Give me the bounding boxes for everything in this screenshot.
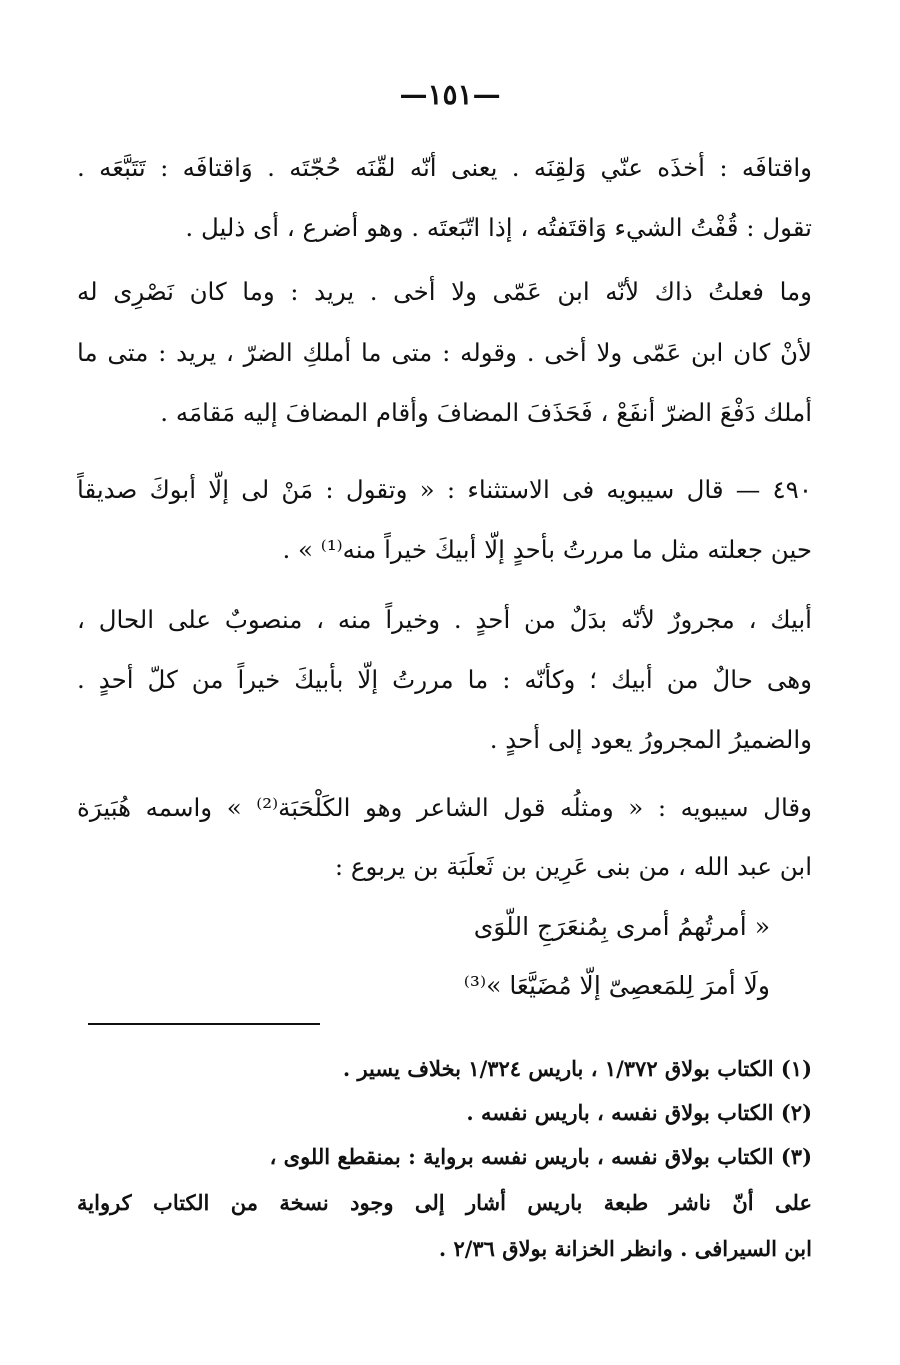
footnote-continuation: ابن السيرافى . وانظر الخزانة بولاق ٢/٣٦ . xyxy=(438,1236,812,1261)
footnote: (٣) الكتاب بولاق نفسه ، باريس نفسه برواية : بمنقطع اللوى ، xyxy=(269,1144,812,1169)
body-line: واقتافَه : أخذَه عنّي وَلقِنَه . يعنى أنّه لقّنَه حُجّتَه . وَاقتافَه : تَتَبَّعَه . xyxy=(77,153,812,182)
body-line: ابن عبد الله ، من بنى عَرِين بن ثَعلَبَة بن يربوع : xyxy=(334,852,812,881)
footnote: (٢) الكتاب بولاق نفسه ، باريس نفسه . xyxy=(466,1100,812,1125)
verse-line: « أمرتُهمُ أمرى بِمُنعَرَجِ اللّوَى xyxy=(473,912,770,941)
body-line: حين جعلته مثل ما مررتُ بأحدٍ إلّا أبيكَ خيراً منه⁽¹⁾ » . xyxy=(282,535,812,564)
body-line: تقول : قُفْتُ الشيء وَاقتَفتُه ، إذا اتّبَعتَه . وهو أضرع ، أى ذليل . xyxy=(185,213,812,242)
body-line: وما فعلتُ ذاك لأنّه ابن عَمّى ولا أخى . يريد : وما كان نَصْرِى له xyxy=(77,277,812,306)
body-line: لأنْ كان ابن عَمّى ولا أخى . وقوله : متى ما أملكِ الضرّ ، يريد : متى ما xyxy=(77,338,812,367)
footnote-separator xyxy=(88,1023,320,1025)
body-line: وقال سيبويه : « ومثلُه قول الشاعر وهو الكَلْحَبَة⁽²⁾ » واسمه هُبَيرَة xyxy=(77,793,812,822)
verse-line: ولَا أمرَ لِلمَعصِىّ إلّا مُضَيَّعَا »⁽³⁾ xyxy=(463,971,770,1000)
entry-heading-line: ٤٩٠ — قال سيبويه فى الاستثناء : « وتقول : مَنْ لى إلّا أبوكَ صديقاً xyxy=(77,475,812,504)
footnote: (١) الكتاب بولاق ١/٣٧٢ ، باريس ١/٣٢٤ بخلاف يسير . xyxy=(342,1056,812,1081)
body-line: أبيك ، مجرورٌ لأنّه بدَلٌ من أحدٍ . وخيراً منه ، منصوبٌ على الحال ، xyxy=(77,605,812,634)
body-line: أملك دَفْعَ الضرّ أنفَعْ ، فَحَذَفَ المضافَ وأقام المضافَ إليه مَقامَه . xyxy=(160,398,812,427)
body-line: والضميرُ المجرورُ يعود إلى أحدٍ . xyxy=(489,725,812,754)
page-number: —١٥١— xyxy=(399,78,501,111)
body-line: وهى حالٌ من أبيك ؛ وكأنّه : ما مررتُ إلّا بأبيكَ خيراً من كلّ أحدٍ . xyxy=(77,665,812,694)
footnote-continuation: على أنّ ناشر طبعة باريس أشار إلى وجود نسخة من الكتاب كرواية xyxy=(77,1190,812,1215)
